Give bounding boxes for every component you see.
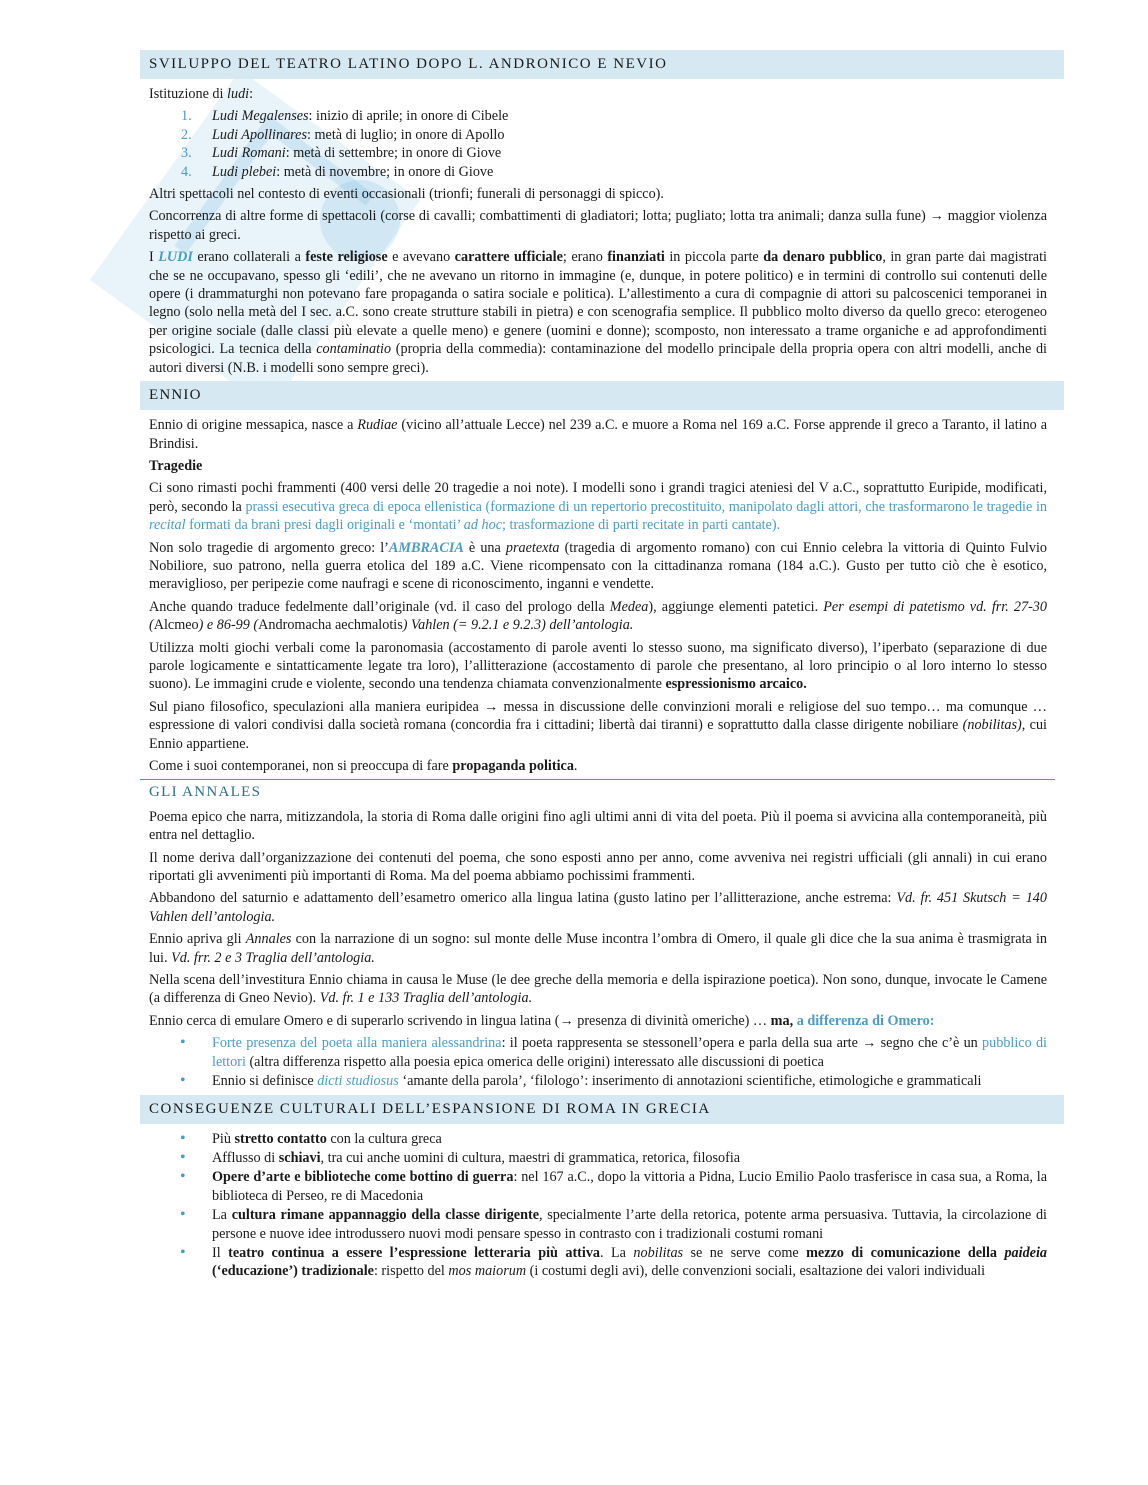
paragraph: Istituzione di ludi: <box>149 86 254 102</box>
ludi-name: Ludi plebei <box>212 163 277 180</box>
paragraph: Poema epico che narra, mitizzandola, la storia di Roma dalle origini fino agli ultimi anni di vita del poeta. Più il poema si avvicina alla contemporaneità, più entra nel dettaglio. <box>149 808 1047 844</box>
list-item: • Più stretto contatto con la cultura greca <box>212 1130 1047 1148</box>
list-number: 2. <box>181 126 192 143</box>
paragraph: Ci sono rimasti pochi frammenti (400 versi delle 20 tragedie a noi note). I modelli sono i grandi tragici ateniesi del V a.C., soprattutto Euripide, modificati, però, secondo la prassi esecutiva greca di epoca ellenistica (formazione di un repertorio precostituito, manipolato dagli attori, che trasformarono le tragedie in recital formati da brani presi dagli originali e ‘montati’ ad hoc; trasformazione di parti recitate in parti cantate). <box>149 480 1047 534</box>
paragraph: Ennio cerca di emulare Omero e di superarlo scrivendo in lingua latina (→ presenza di divinità omeriche) … ma, a differenza di Omero: <box>149 1012 935 1029</box>
list-item: • Il teatro continua a essere l’espressione letteraria più attiva. La nobilitas se ne serve come mezzo di comunicazione della paideia (‘educazione’) tradizionale: rispetto del mos maiorum (i costumi degli avi), delle convenzioni sociali, esaltazione dei valori individuali <box>212 1244 1047 1281</box>
paragraph: Ennio apriva gli Annales con la narrazione di un sogno: sul monte delle Muse incontra l’ombra di Omero, il quale gli dice che la sua anima è trasmigrata in lui. Vd. frr. 2 e 3 Traglia dell’antologia. <box>149 931 1047 966</box>
list-number: 3. <box>181 145 192 162</box>
list-item <box>181 126 1047 144</box>
ludi-desc: : metà di luglio; in onore di Apollo <box>307 126 505 143</box>
list-item <box>181 107 1047 125</box>
list-item <box>181 144 1047 162</box>
conseguenze-bullet-list <box>149 1130 1047 1281</box>
list-item: • Ennio si definisce dicti studiosus ‘amante della parola’, ‘filologo’: inserimento di annotazioni scientifiche, etimologiche e grammaticali <box>212 1072 1047 1090</box>
paragraph: Abbandono del saturnio e adattamento dell’esametro omerico alla lingua latina (gusto latino per l’allitterazione, anche estrema: Vd. fr. 451 Skutsch = 140 Vahlen dell’antologia. <box>149 890 1047 925</box>
paragraph: Ennio di origine messapica, nasce a Rudiae (vicino all’attuale Lecce) nel 239 a.C. e muore a Roma nel 169 a.C. Forse apprende il greco a Taranto, il latino a Brindisi. <box>149 417 1047 452</box>
paragraph: Concorrenza di altre forme di spettacoli (corse di cavalli; combattimenti di gladiatori; lotta; pugliato; lotta tra animali; danza sulla fune) → maggior violenza rispetto ai greci. <box>149 208 1047 243</box>
paragraph: Come i suoi contemporanei, non si preoccupa di fare propaganda politica. <box>149 758 578 774</box>
paragraph: I LUDI erano collaterali a feste religiose e avevano carattere ufficiale; erano finanziati in piccola parte da denaro pubblico, in gran parte dai magistrati che se ne occupavano, spesso gli ‘edili’, che ne avevano un ritorno in immagine (e, dunque, in potere politico) e in termini di controllo sui contenuti delle opere (i drammaturghi non potevano fare propaganda o satira sociale e politica). L’allestimento a cura di compagnie di attori su palcoscenici temporanei in legno (solo nella metà del I sec. a.C. sono create strutture stabili in pietra) e con scenografia semplice. Il pubblico molto diverso da quello greco: eterogeneo per origine sociale (dalle classi più elevate a quelle meno) e genere (uomini e donne); scomposto, non interessato a trame organiche e ad approfondimenti psicologici. La tecnica della contaminatio (propria della commedia): contaminazione del modello principale della propria opera con altri modelli, anche di autori diversi (N.B. i modelli sono sempre greci). <box>149 249 1047 376</box>
section-heading-conseguenze: CONSEGUENZE CULTURALI DELL’ESPANSIONE DI ROMA IN GRECIA <box>140 1095 1064 1124</box>
ludi-name: Ludi Apollinares <box>212 126 307 143</box>
paragraph: Nella scena dell’investitura Ennio chiama in causa le Muse (le dee greche della memoria e della ispirazione poetica). Non sono, dunque, invocate le Camene (a differenza di Gneo Nevio). Vd. fr. 1 e 133 Traglia dell’antologia. <box>149 972 1047 1007</box>
list-item: • Opere d’arte e biblioteche come bottino di guerra: nel 167 a.C., dopo la vittoria a Pidna, Lucio Emilio Paolo trasferisce in casa sua, a Roma, la biblioteca di Perseo, re di Macedonia <box>212 1168 1047 1205</box>
ludi-desc: : inizio di aprile; in onore di Cibele <box>308 108 509 125</box>
list-item: • Forte presenza del poeta alla maniera alessandrina: il poeta rappresenta se stessonell’opera e parla della sua arte → segno che c’è un pubblico di lettori (altra differenza rispetto alla poesia epica omerica delle origini) interessato alle discussioni di poetica <box>212 1034 1047 1071</box>
list-item: • La cultura rimane appannaggio della classe dirigente, specialmente l’arte della retorica, potente arma persuasiva. Tuttavia, la circolazione di persone e nuove idee introdussero nuovi modi pensare spesso in contrasto con i tradizionali costumi romani <box>212 1206 1047 1243</box>
list-item: • Afflusso di schiavi, tra cui anche uomini di cultura, maestri di grammatica, retorica, filosofia <box>212 1149 1047 1167</box>
paragraph: Anche quando traduce fedelmente dall’originale (vd. il caso del prologo della Medea), aggiunge elementi patetici. Per esempi di patetismo vd. frr. 27-30 (Alcmeo) e 86-99 (Andromacha aechmalotis) Vahlen (= 9.2.1 e 9.2.3) dell’antologia. <box>149 598 1047 634</box>
annales-bullet-list <box>149 1034 1047 1090</box>
document-body <box>149 50 1047 1285</box>
paragraph: Altri spettacoli nel contesto di eventi occasionali (trionfi; funerali di personaggi di spicco). <box>149 186 664 203</box>
paragraph: Sul piano filosofico, speculazioni alla maniera euripidea → messa in discussione delle convinzioni morali e religiose del suo tempo… ma comunque …espressione di valori condivisi dalla società romana (concordia fra i cittadini; libertà dai tiranni) e soprattutto dalla classe dirigente nobiliare (nobilitas), cui Ennio appartiene. <box>149 698 1047 752</box>
ludi-name: Ludi Megalenses <box>212 108 309 125</box>
ludi-name: Ludi Romani <box>212 145 286 162</box>
subheading-tragedie: Tragedie <box>149 457 203 474</box>
list-number: 4. <box>181 163 192 180</box>
ludi-list <box>149 107 1047 181</box>
section-heading-sviluppo: SVILUPPO DEL TEATRO LATINO DOPO L. ANDRONICO E NEVIO <box>140 50 1064 79</box>
section-heading-ennio: ENNIO <box>140 381 1064 410</box>
list-number: 1. <box>181 108 192 125</box>
list-item <box>181 163 1047 181</box>
ludi-desc: : metà di novembre; in onore di Giove <box>276 163 494 180</box>
paragraph: Il nome deriva dall’organizzazione dei contenuti del poema, che sono esposti anno per anno, come avveniva nei registri ufficiali (gli annali) in cui erano riportati gli avvenimenti più importanti di Roma. Ma del poema abbiamo pochissimi frammenti. <box>149 849 1047 885</box>
paragraph: Utilizza molti giochi verbali come la paronomasia (accostamento di parole aventi lo stesso suono, ma significato diverso), l’iperbato (separazione di due parole logicamente e sintatticamente legate tra loro), l’allitterazione (accostamento di parole che presentano, al loro principio o al loro interno lo stesso suono). Le immagini crude e violente, secondo una tendenza chiamata convenzionalmente espressionismo arcaico. <box>149 639 1047 693</box>
section-heading-annales: GLI ANNALES <box>140 779 1055 801</box>
ludi-desc: : metà di settembre; in onore di Giove <box>285 145 502 162</box>
paragraph: Non solo tragedie di argomento greco: l’AMBRACIA è una praetexta (tragedia di argomento romano) con cui Ennio celebra la vittoria di Quinto Fulvio Nobiliore, suo patrono, nella guerra etolica del 189 a.C. Viene ricompensato con la cittadinanza romana (184 a.C.). Gusto per tutto ciò che è esotico, meraviglioso, per peripezie come naufragi e scene di riconoscimento, inganni e vendette. <box>149 539 1047 593</box>
